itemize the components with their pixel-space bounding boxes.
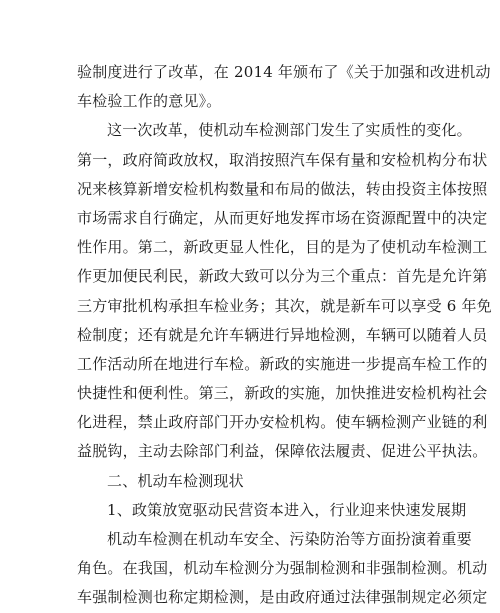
text-line: 车检验工作的意见》。 xyxy=(77,92,222,111)
text-line: 三方审批机构承担车检业务；其次，就是新车可以享受 6 年免 xyxy=(77,296,492,315)
document-body xyxy=(77,58,492,613)
text-line: 作更加便民利民，新政大致可以分为三个重点：首先是允许第 xyxy=(77,267,488,286)
paragraph-start-line: 这一次改革，使机动车检测部门发生了实质性的变化。 xyxy=(107,121,472,140)
paragraph-start-line: 机动车检测在机动车安全、污染防治等方面扮演着重要 xyxy=(107,530,472,548)
text-line: 性作用。第二，新政更显人性化，目的是为了使机动车检测工 xyxy=(77,238,488,257)
text-line: 况来核算新增安检机构数量和布局的做法，转由投资主体按照 xyxy=(77,179,488,198)
text-line: 益脱钩，主动去除部门利益，保障依法履责、促进公平执法。 xyxy=(77,442,488,461)
text-line: 验制度进行了改革，在 2014 年颁布了《关于加强和改进机动 xyxy=(77,63,491,81)
text-line: 化进程，禁止政府部门开办安检机构。使车辆检测产业链的利 xyxy=(77,413,488,432)
subsection-heading: 1、政策放宽驱动民营资本进入，行业迎来快速发展期 xyxy=(107,500,467,519)
text-line: 角色。在我国，机动车检测分为强制检测和非强制检测。机动 xyxy=(77,559,488,578)
text-line: 快捷性和便利性。第三，新政的实施，加快推进安检机构社会 xyxy=(77,384,488,403)
text-line: 第一，政府简政放权，取消按照汽车保有量和安检机构分布状 xyxy=(77,150,488,169)
text-line: 检制度；还有就是允许车辆进行异地检测，车辆可以随着人员 xyxy=(77,325,488,344)
section-heading: 二、机动车检测现状 xyxy=(107,471,244,490)
text-line: 市场需求自行确定，从而更好地发挥市场在资源配置中的决定 xyxy=(77,208,488,227)
text-line: 工作活动所在地进行车检。新政的实施进一步提高车检工作的 xyxy=(77,354,488,373)
text-line: 车强制检测也称定期检测，是由政府通过法律强制规定必须定 xyxy=(77,588,488,607)
